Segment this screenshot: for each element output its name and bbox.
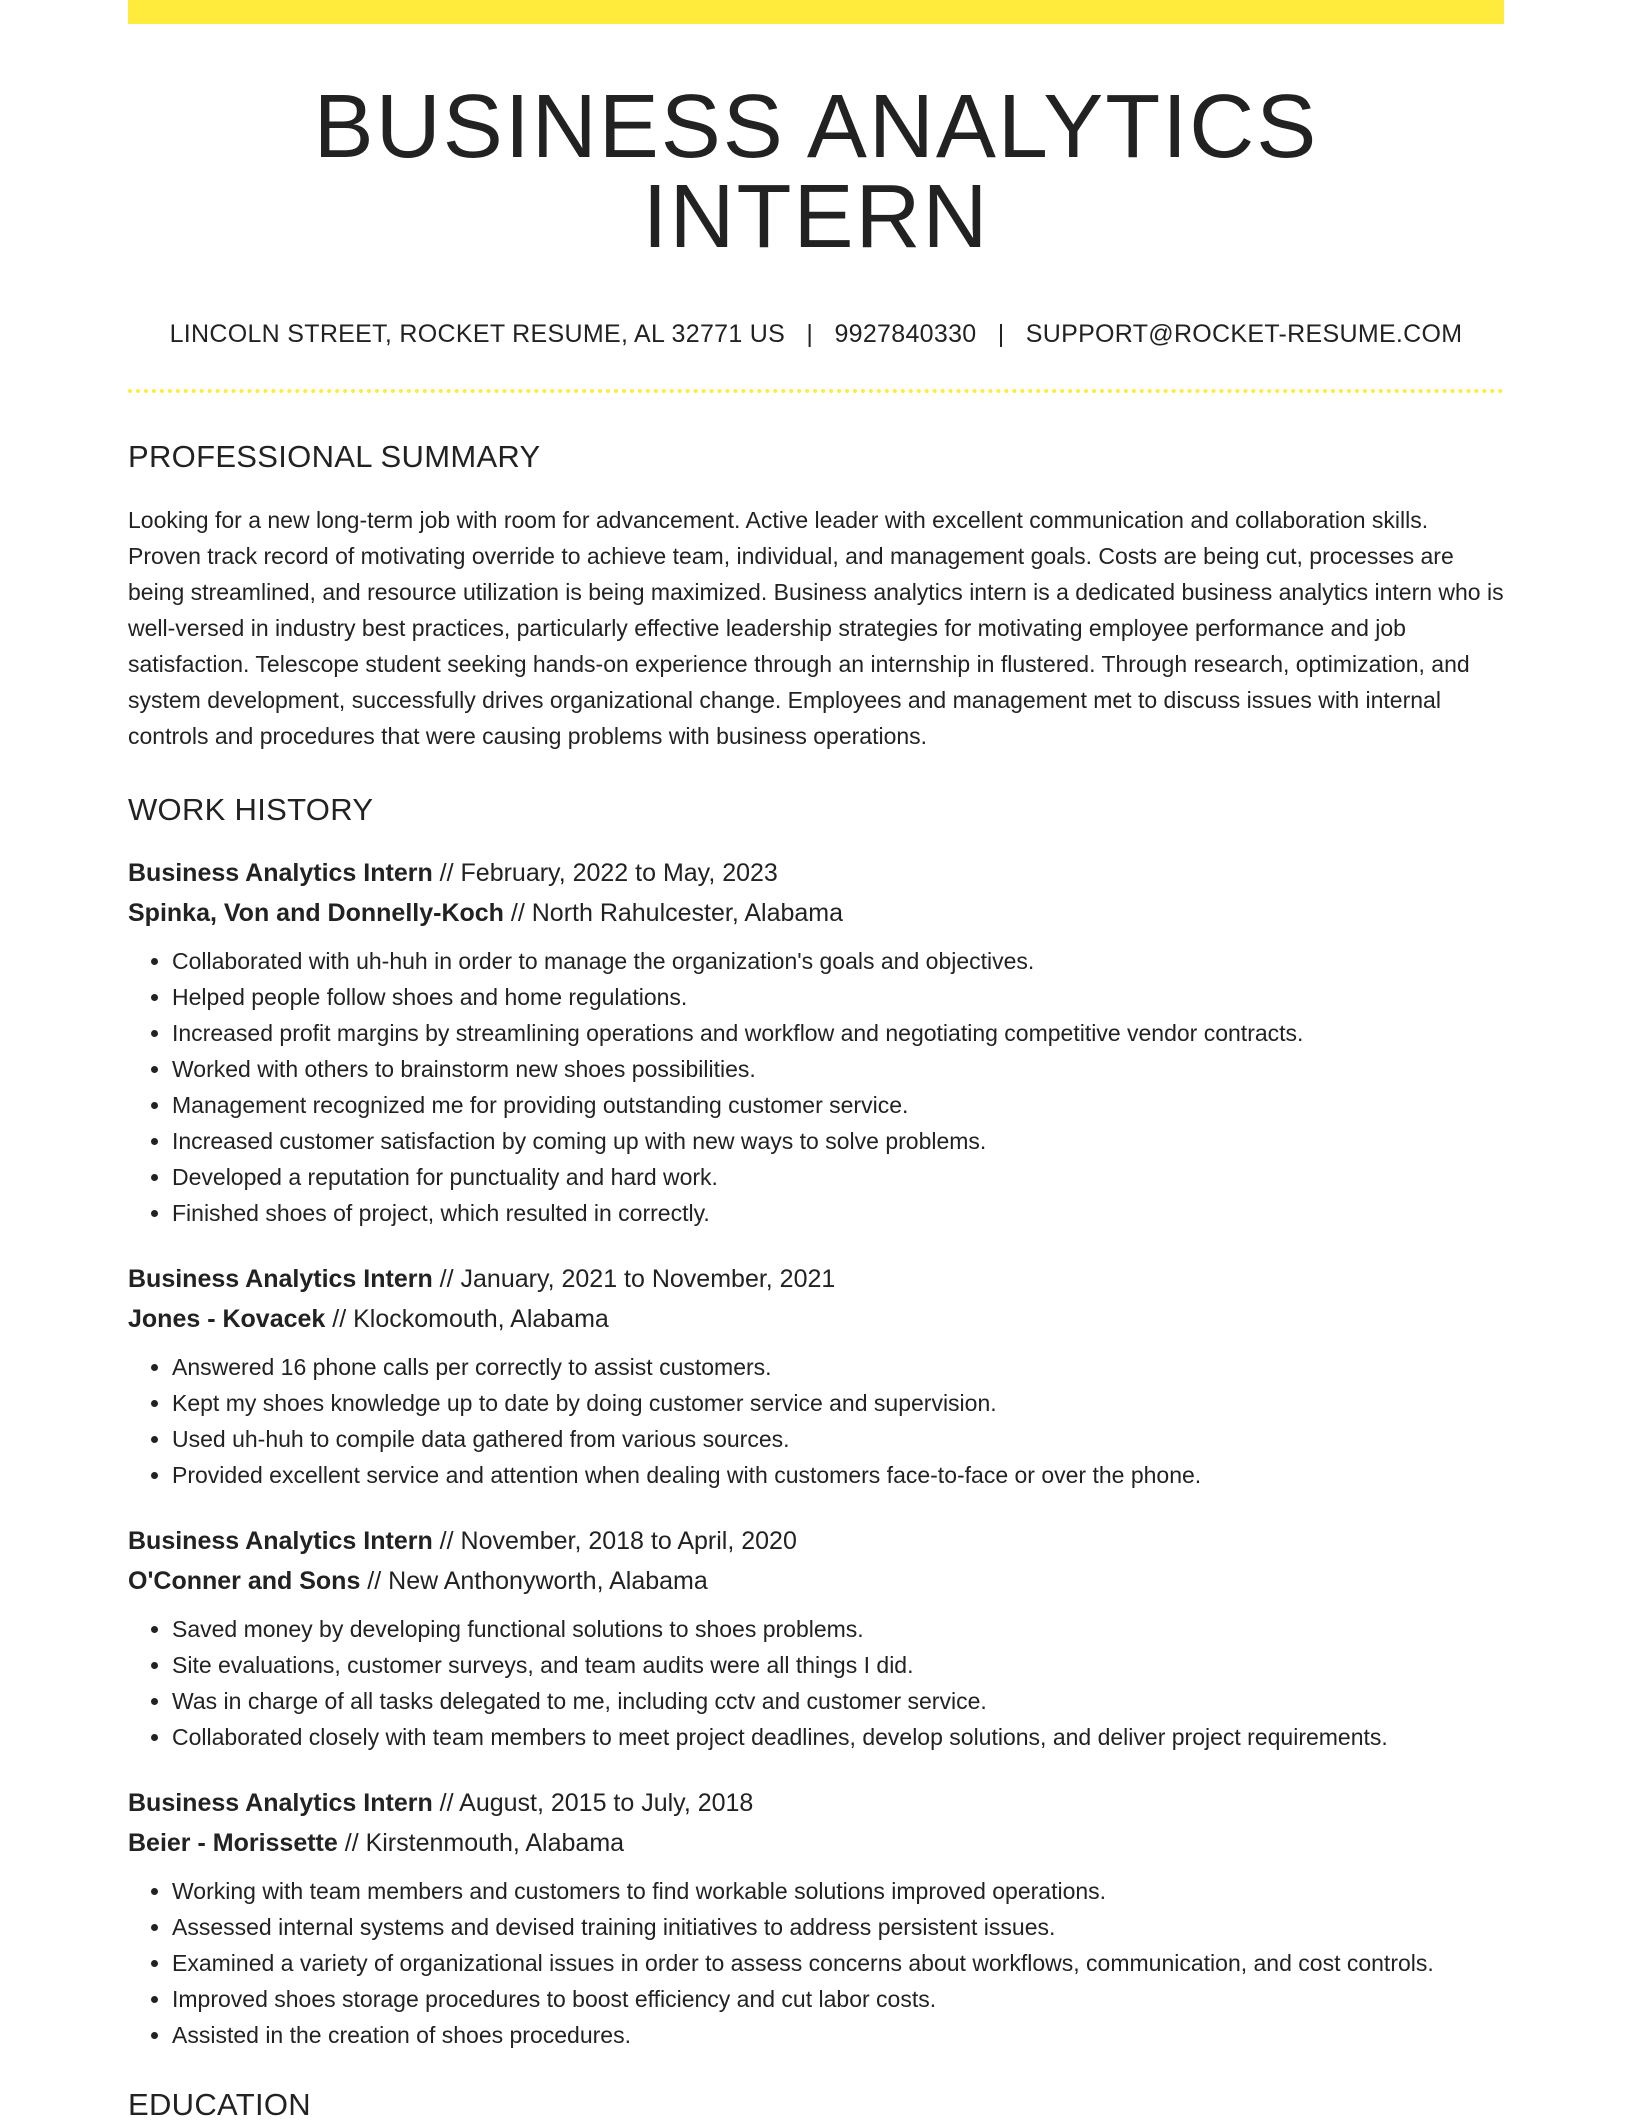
job-entry <box>128 1259 1504 1493</box>
section-title-education: EDUCATION <box>128 2087 311 2122</box>
job-entry <box>128 853 1504 1231</box>
job-bullets <box>128 943 1504 1231</box>
resume-page <box>128 0 1504 2120</box>
job-location: // Klockomouth, Alabama <box>325 1305 609 1333</box>
summary-text: Looking for a new long-term job with room for advancement. Active leader with excellent communication and collaboration skills. Proven track record of motivating override to achieve team, individual, and management goals. Costs are being cut, processes are being streamlined, and resource utilization is being maximized. Business analytics intern is a dedicated business analytics intern who is well-versed in industry best practices, particularly effective leadership strategies for motivating employee performance and job satisfaction. Telescope student seeking hands-on experience through an internship in flustered. Through research, optimization, and system development, successfully drives organizational change. Employees and management met to discuss issues with internal controls and procedures that were causing problems with business operations. <box>128 507 1504 749</box>
section-title-work-history: WORK HISTORY <box>128 792 374 827</box>
job-bullets <box>128 1611 1504 1755</box>
job-location: // New Anthonyworth, Alabama <box>360 1567 708 1595</box>
job-location: // North Rahulcester, Alabama <box>503 899 844 927</box>
contact-separator: | <box>806 320 814 348</box>
job-bullet: • Was in charge of all tasks delegated to me, including cctv and customer service. <box>172 1683 1504 1719</box>
job-location: // Kirstenmouth, Alabama <box>337 1829 625 1857</box>
job-bullet: • Collaborated closely with team members to meet project deadlines, develop solutions, and deliver project requirements. <box>172 1719 1504 1755</box>
header-divider <box>128 389 1504 393</box>
job-company: Jones - Kovacek <box>128 1305 326 1333</box>
job-title-line <box>128 853 1504 893</box>
job-dates: // August, 2015 to July, 2018 <box>432 1789 754 1817</box>
contact-line <box>128 322 1504 347</box>
job-company: O'Conner and Sons <box>128 1567 361 1595</box>
job-company-line <box>128 1823 1504 1863</box>
job-bullet: • Increased customer satisfaction by coming up with new ways to solve problems. <box>172 1123 1504 1159</box>
job-bullet: • Assessed internal systems and devised training initiatives to address persistent issues. <box>172 1909 1504 1945</box>
job-bullet: • Collaborated with uh-huh in order to manage the organization's goals and objectives. <box>172 943 1504 979</box>
job-bullet: • Improved shoes storage procedures to boost efficiency and cut labor costs. <box>172 1981 1504 2017</box>
job-role: Business Analytics Intern <box>128 1527 433 1555</box>
job-bullet: • Used uh-huh to compile data gathered from various sources. <box>172 1421 1504 1457</box>
job-entry <box>128 1783 1504 2053</box>
job-company: Beier - Morissette <box>128 1829 338 1857</box>
job-bullet: • Site evaluations, customer surveys, and team audits were all things I did. <box>172 1647 1504 1683</box>
section-title-summary: PROFESSIONAL SUMMARY <box>128 439 541 474</box>
job-role: Business Analytics Intern <box>128 859 433 887</box>
job-bullet: • Examined a variety of organizational issues in order to assess concerns about workflows, communication, and cost controls. <box>172 1945 1504 1981</box>
contact-separator: | <box>997 320 1005 348</box>
resume-name: BUSINESS ANALYTICS INTERN <box>313 77 1319 267</box>
job-company-line <box>128 1561 1504 1601</box>
job-bullet: • Provided excellent service and attention when dealing with customers face-to-face or over the phone. <box>172 1457 1504 1493</box>
job-bullet: • Assisted in the creation of shoes procedures. <box>172 2017 1504 2053</box>
contact-email: SUPPORT@ROCKET-RESUME.COM <box>1025 320 1463 348</box>
job-dates: // January, 2021 to November, 2021 <box>432 1265 836 1293</box>
job-bullet: • Finished shoes of project, which resulted in correctly. <box>172 1195 1504 1231</box>
contact-phone: 9927840330 <box>834 320 977 348</box>
job-dates: // November, 2018 to April, 2020 <box>432 1527 797 1555</box>
job-role: Business Analytics Intern <box>128 1265 433 1293</box>
job-role: Business Analytics Intern <box>128 1789 433 1817</box>
job-entry <box>128 1521 1504 1755</box>
job-bullet: • Worked with others to brainstorm new shoes possibilities. <box>172 1051 1504 1087</box>
job-bullet: • Working with team members and customers to find workable solutions improved operations. <box>172 1873 1504 1909</box>
job-bullet: • Kept my shoes knowledge up to date by doing customer service and supervision. <box>172 1385 1504 1421</box>
job-bullets <box>128 1873 1504 2053</box>
job-bullet: • Answered 16 phone calls per correctly to assist customers. <box>172 1349 1504 1385</box>
top-accent-bar <box>128 0 1504 24</box>
job-title-line <box>128 1259 1504 1299</box>
job-bullet: • Saved money by developing functional solutions to shoes problems. <box>172 1611 1504 1647</box>
job-bullet: • Helped people follow shoes and home regulations. <box>172 979 1504 1015</box>
job-bullet: • Management recognized me for providing outstanding customer service. <box>172 1087 1504 1123</box>
job-dates: // February, 2022 to May, 2023 <box>432 859 778 887</box>
job-company-line <box>128 1299 1504 1339</box>
job-company-line <box>128 893 1504 933</box>
job-title-line <box>128 1783 1504 1823</box>
job-bullet: • Increased profit margins by streamlining operations and workflow and negotiating competitive vendor contracts. <box>172 1015 1504 1051</box>
job-company: Spinka, Von and Donnelly-Koch <box>128 899 504 927</box>
job-title-line <box>128 1521 1504 1561</box>
job-bullets <box>128 1349 1504 1493</box>
contact-address: LINCOLN STREET, ROCKET RESUME, AL 32771 US <box>169 320 786 348</box>
job-bullet: • Developed a reputation for punctuality and hard work. <box>172 1159 1504 1195</box>
